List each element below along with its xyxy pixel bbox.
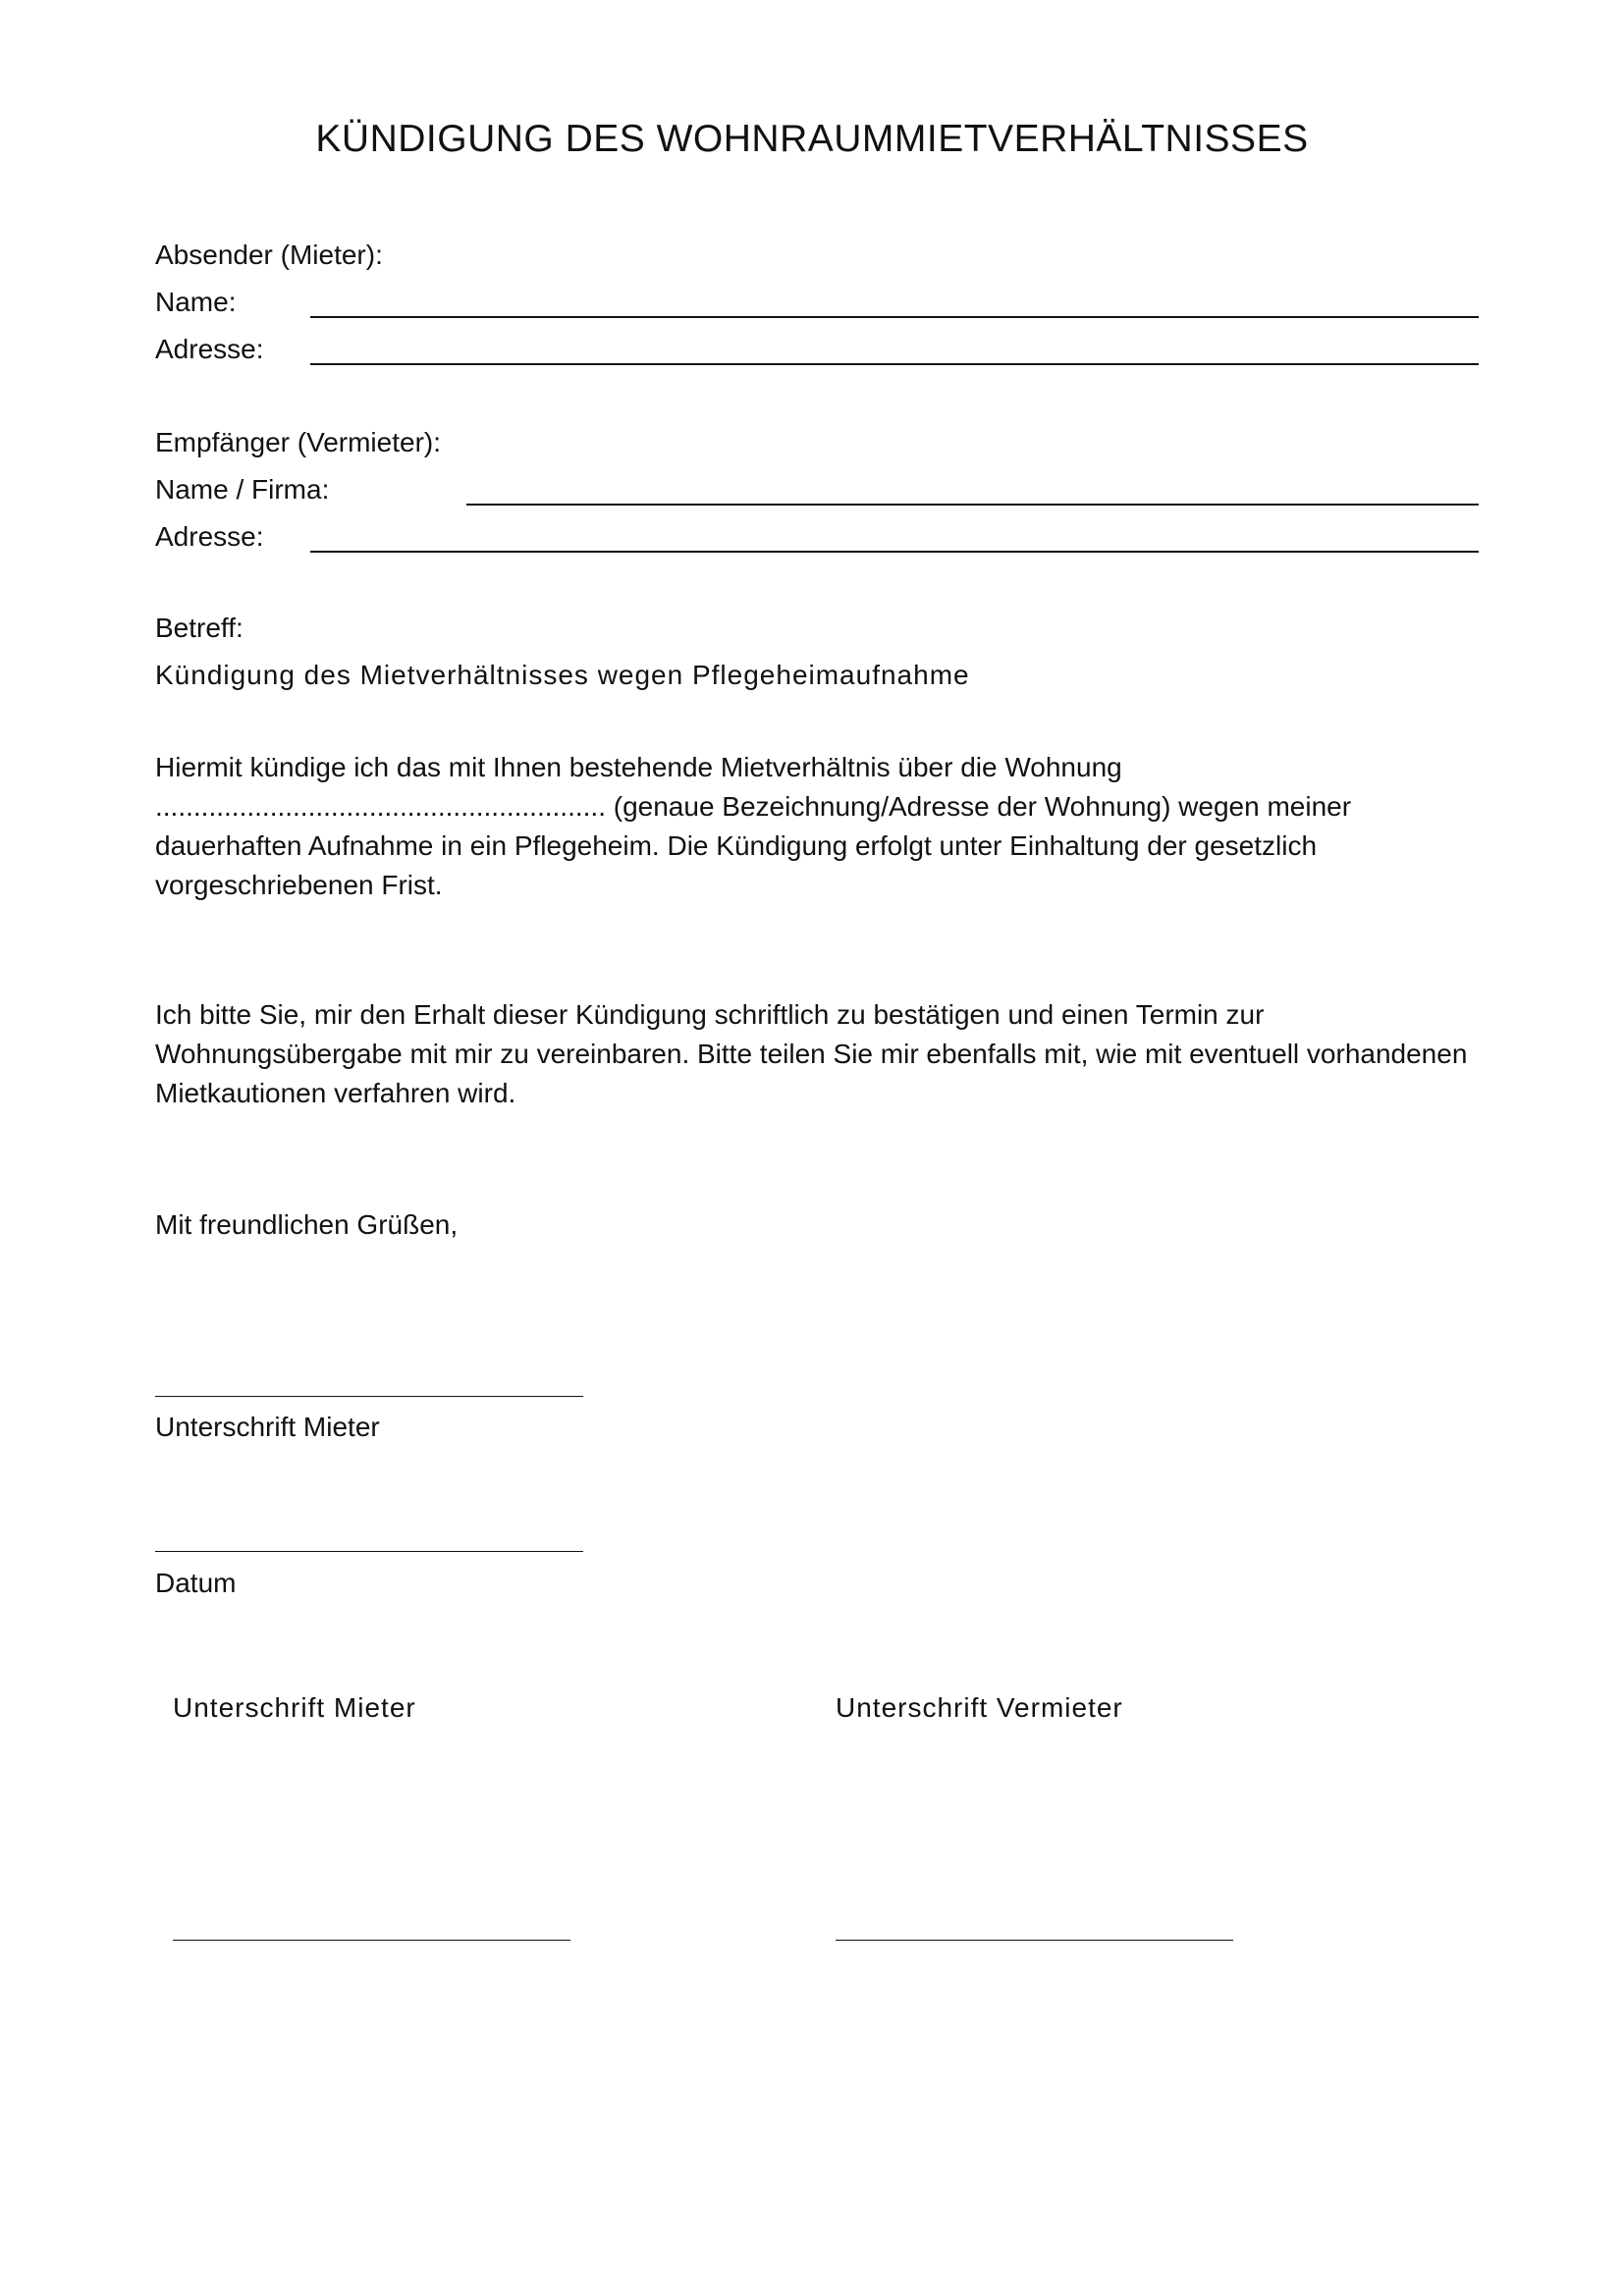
- subject-text: Kündigung des Mietverhältnisses wegen Pflegeheimaufnahme: [155, 660, 970, 690]
- body-paragraph-1-line: vorgeschriebenen Frist.: [155, 870, 443, 900]
- recipient-heading: Empfänger (Vermieter):: [155, 427, 441, 457]
- closing-greeting: Mit freundlichen Grüßen,: [155, 1209, 459, 1240]
- body-paragraph-2: [155, 995, 1490, 1113]
- tenant-signature-label: Unterschrift Mieter: [155, 1412, 380, 1442]
- body-paragraph-2-line: Mietkautionen verfahren wird.: [155, 1078, 516, 1108]
- recipient-name-line[interactable]: [466, 504, 1479, 506]
- subject-heading: Betreff:: [155, 613, 244, 643]
- body-paragraph-1-line: Hiermit kündige ich das mit Ihnen bestehende Mietverhältnis über die Wohnung: [155, 752, 1122, 782]
- sender-name-line[interactable]: [310, 316, 1479, 318]
- date-label: Datum: [155, 1568, 237, 1598]
- sender-name-label: Name:: [155, 287, 237, 317]
- sender-heading: Absender (Mieter):: [155, 240, 383, 270]
- document-title: KÜNDIGUNG DES WOHNRAUMMIETVERHÄLTNISSES: [315, 118, 1309, 160]
- body-paragraph-2-line: Wohnungsübergabe mit mir zu vereinbaren. Bitte teilen Sie mir ebenfalls mit, wie mit eventuell vorhandenen: [155, 1039, 1468, 1069]
- recipient-address-line[interactable]: [310, 551, 1479, 553]
- sender-address-label: Adresse:: [155, 334, 264, 364]
- bottom-landlord-signature-line[interactable]: [836, 1940, 1233, 1941]
- body-paragraph-1-line: ........................................................... (genaue Bezeichnung/Adresse der Wohnung) wegen meiner: [155, 791, 1352, 822]
- recipient-name-label: Name / Firma:: [155, 474, 330, 505]
- tenant-signature-line[interactable]: [155, 1396, 583, 1397]
- bottom-tenant-signature-line[interactable]: [173, 1940, 570, 1941]
- body-paragraph-2-line: Ich bitte Sie, mir den Erhalt dieser Kündigung schriftlich zu bestätigen und einen Termin zur: [155, 999, 1265, 1030]
- body-paragraph-1-line: dauerhaften Aufnahme in ein Pflegeheim. Die Kündigung erfolgt unter Einhaltung der gesetzlich: [155, 830, 1318, 861]
- bottom-landlord-signature-label: Unterschrift Vermieter: [836, 1692, 1123, 1723]
- bottom-tenant-signature-label: Unterschrift Mieter: [173, 1692, 416, 1723]
- date-line[interactable]: [155, 1551, 583, 1552]
- recipient-address-label: Adresse:: [155, 521, 264, 552]
- sender-address-line[interactable]: [310, 363, 1479, 365]
- body-paragraph-1: [155, 748, 1490, 905]
